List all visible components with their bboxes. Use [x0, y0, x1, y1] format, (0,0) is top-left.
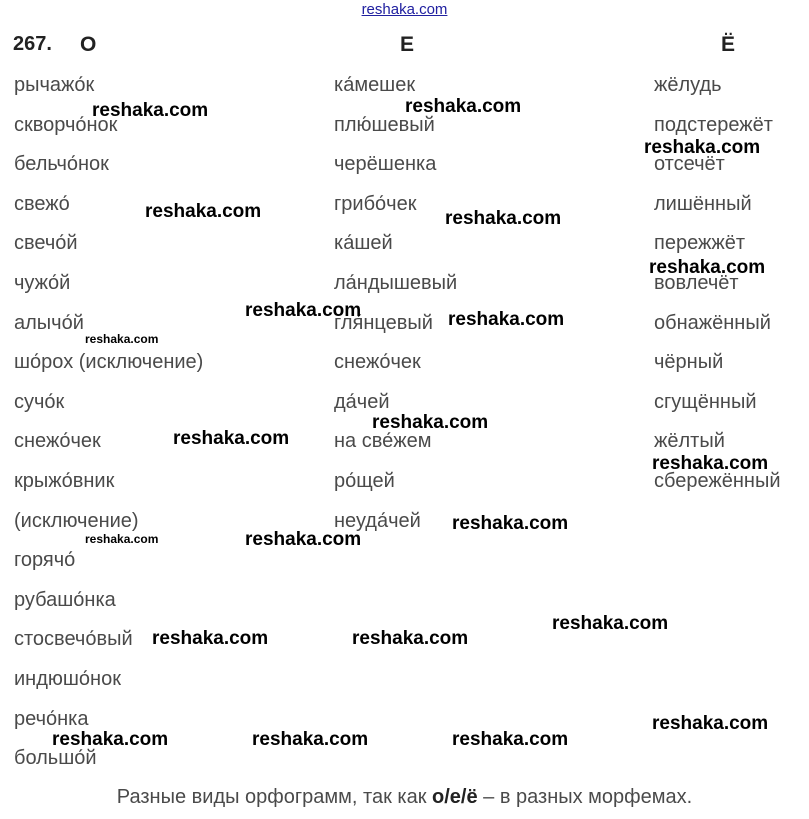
word-item: шо́рох (исключение) [14, 351, 204, 374]
watermark: reshaka.com [652, 713, 769, 734]
word-item: гля́нцевый [334, 311, 433, 334]
watermark: reshaka.com [649, 257, 766, 278]
header-e: Е [400, 33, 415, 56]
watermark: reshaka.com [252, 729, 369, 750]
word-item: ла́ндышевый [334, 271, 458, 294]
watermark: reshaka.com [405, 96, 522, 117]
word-item: ка́шей [334, 232, 393, 255]
watermark: reshaka.com [85, 532, 159, 546]
word-item: чёрный [654, 351, 724, 374]
word-item: жёлудь [654, 74, 722, 96]
word-item: стосвечо́вый [14, 628, 133, 651]
watermark: reshaka.com [452, 729, 569, 750]
word-item: сгущённый [654, 390, 757, 413]
watermark: reshaka.com [92, 100, 209, 121]
word-item: речо́нка [14, 707, 89, 730]
word-item: свечо́й [14, 232, 78, 255]
watermark: reshaka.com [452, 513, 569, 534]
word-item: бельчо́нок [14, 153, 109, 176]
watermark: reshaka.com [448, 309, 565, 330]
word-item: (исключение) [14, 509, 139, 532]
word-item: чужо́й [14, 271, 71, 294]
word-item: лишённый [654, 192, 752, 215]
word-item: индюшо́нок [14, 667, 121, 690]
exercise-number: 267. [13, 33, 52, 55]
watermark: reshaka.com [145, 201, 262, 222]
word-item: ка́мешек [334, 74, 416, 96]
conclusion-letters: о/е/ё [432, 786, 478, 808]
word-item: грибо́чек [334, 192, 417, 215]
word-item: алычо́й [14, 311, 84, 334]
watermark: reshaka.com [152, 628, 269, 649]
word-item: отсечёт [654, 153, 725, 176]
watermark: reshaka.com [52, 729, 169, 750]
word-item: сучо́к [14, 390, 65, 413]
conclusion-suffix: – в разных морфемах. [477, 786, 693, 808]
word-item: пережжёт [654, 232, 746, 255]
watermark: reshaka.com [352, 628, 469, 649]
word-item: снежо́чек [14, 430, 101, 453]
header-o: О [80, 33, 97, 56]
watermark: reshaka.com [173, 428, 290, 449]
word-item: да́чей [334, 390, 390, 413]
word-item: сбережённый [654, 469, 781, 492]
word-item: плю́шевый [334, 113, 435, 136]
word-item: снежо́чек [334, 351, 421, 374]
word-item: свежо́ [14, 192, 70, 215]
word-item: рычажо́к [14, 74, 95, 96]
word-item: неуда́чей [334, 509, 421, 532]
word-item: подстережёт [654, 113, 773, 136]
site-mark: reshaka.com [361, 1, 448, 18]
word-item: скворчо́нок [14, 113, 118, 136]
watermark: reshaka.com [652, 453, 769, 474]
word-item: на све́жем [334, 430, 432, 453]
watermark: reshaka.com [644, 137, 761, 158]
word-item: горячо́ [14, 549, 76, 572]
conclusion-text [0, 786, 809, 809]
watermark: reshaka.com [445, 208, 562, 229]
word-item: жёлтый [654, 430, 725, 453]
watermark: reshaka.com [85, 332, 159, 346]
word-item: вовлечёт [654, 271, 739, 294]
word-item: крыжо́вник [14, 469, 115, 492]
conclusion-prefix: Разные виды орфограмм, так как [116, 786, 433, 808]
watermark: reshaka.com [245, 529, 362, 550]
word-item: рубашо́нка [14, 588, 116, 611]
watermark: reshaka.com [245, 300, 362, 321]
word-item: черёшенка [334, 153, 437, 176]
word-item: обнажённый [654, 311, 771, 334]
watermark: reshaka.com [552, 613, 669, 634]
header-yo: Ё [721, 33, 736, 56]
word-item: ро́щей [334, 469, 395, 492]
word-item: большо́й [14, 747, 97, 770]
watermark: reshaka.com [372, 412, 489, 433]
